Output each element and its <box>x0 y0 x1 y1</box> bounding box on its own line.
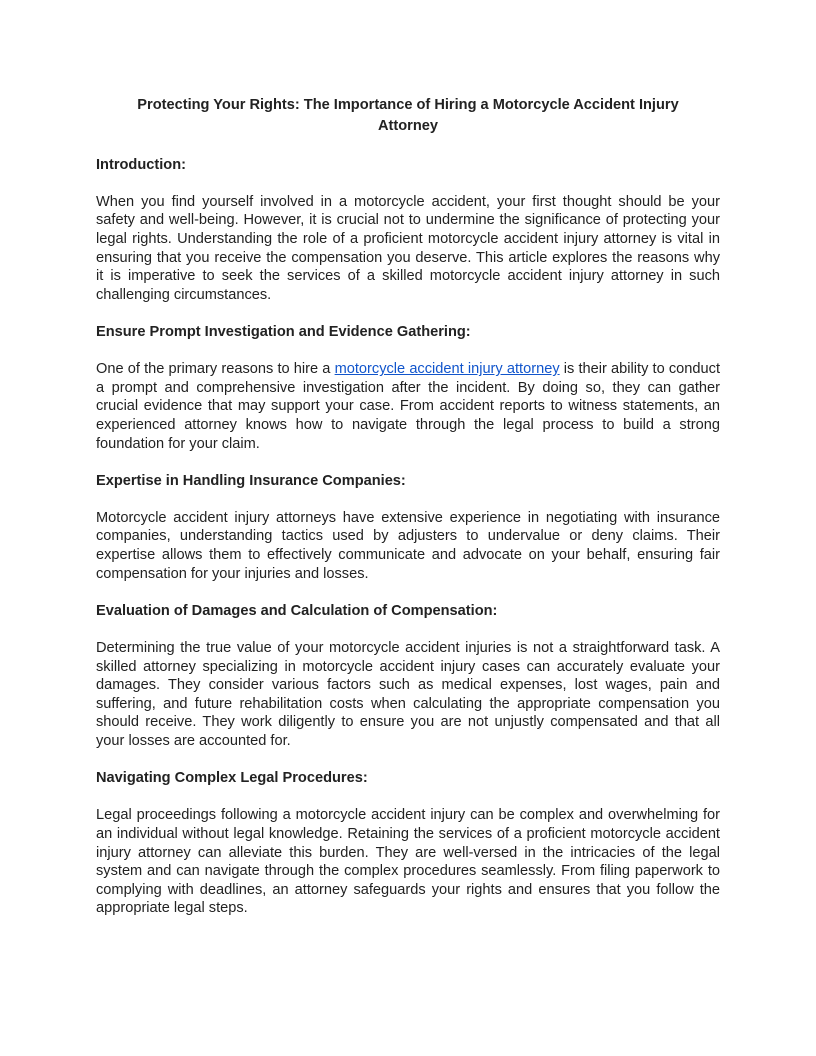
investigation-paragraph <box>96 360 720 453</box>
spacer <box>96 137 720 156</box>
insurance-heading: Expertise in Handling Insurance Companies: <box>96 472 406 489</box>
document-page <box>96 95 720 918</box>
spacer <box>96 453 720 472</box>
spacer <box>96 342 720 361</box>
intro-heading: Introduction: <box>96 156 186 173</box>
spacer <box>96 583 720 602</box>
spacer <box>96 174 720 193</box>
spacer <box>96 304 720 323</box>
spacer <box>96 751 720 770</box>
investigation-text-after: is their ability to conduct a prompt and comprehensive investigation after the incident. By doing so, they can gather crucial evidence that may support your case. From accident reports to witness statements, an experienced attorney knows how to navigate through the legal process to build a strong foundation for your claim. <box>96 361 720 452</box>
spacer <box>96 490 720 509</box>
investigation-text-before: One of the primary reasons to hire a <box>96 361 335 378</box>
investigation-heading: Ensure Prompt Investigation and Evidence Gathering: <box>96 323 471 340</box>
document-title: Protecting Your Rights: The Importance of Hiring a Motorcycle Accident Injury Attorney <box>137 97 679 134</box>
damages-heading: Evaluation of Damages and Calculation of Compensation: <box>96 602 498 619</box>
intro-paragraph: When you find yourself involved in a motorcycle accident, your first thought should be your safety and well-being. However, it is crucial not to undermine the significance of protecting your legal rights. Understanding the role of a proficient motorcycle accident injury attorney is vital in ensuring that you receive the compensation you deserve. This article explores the reasons why it is imperative to seek the services of a skilled motorcycle accident injury attorney in such challenging circumstances. <box>96 193 720 303</box>
procedures-heading: Navigating Complex Legal Procedures: <box>96 770 368 787</box>
insurance-paragraph: Motorcycle accident injury attorneys have extensive experience in negotiating with insurance companies, understanding tactics used by adjusters to undervalue or deny claims. Their expertise allows them to effectively communicate and advocate on your behalf, ensuring fair compensation for your injuries and losses. <box>96 509 720 582</box>
damages-paragraph: Determining the true value of your motorcycle accident injuries is not a straightforward task. A skilled attorney specializing in motorcycle accident injury cases can accurately evaluate your damages. They consider various factors such as medical expenses, lost wages, pain and suffering, and future rehabilitation costs when calculating the appropriate compensation you should receive. They work diligently to ensure you are not unjustly compensated and that all your losses are accounted for. <box>96 640 720 749</box>
spacer <box>96 620 720 639</box>
attorney-link[interactable]: motorcycle accident injury attorney <box>334 361 560 378</box>
spacer <box>96 788 720 807</box>
procedures-paragraph: Legal proceedings following a motorcycle accident injury can be complex and overwhelming for an individual without legal knowledge. Retaining the services of a proficient motorcycle accident injury attorney can alleviate this burden. They are well-versed in the intricacies of the legal system and can navigate through the complex procedures seamlessly. From filing paperwork to complying with deadlines, an attorney safeguards your rights and ensures that you follow the appropriate legal steps. <box>96 807 720 917</box>
